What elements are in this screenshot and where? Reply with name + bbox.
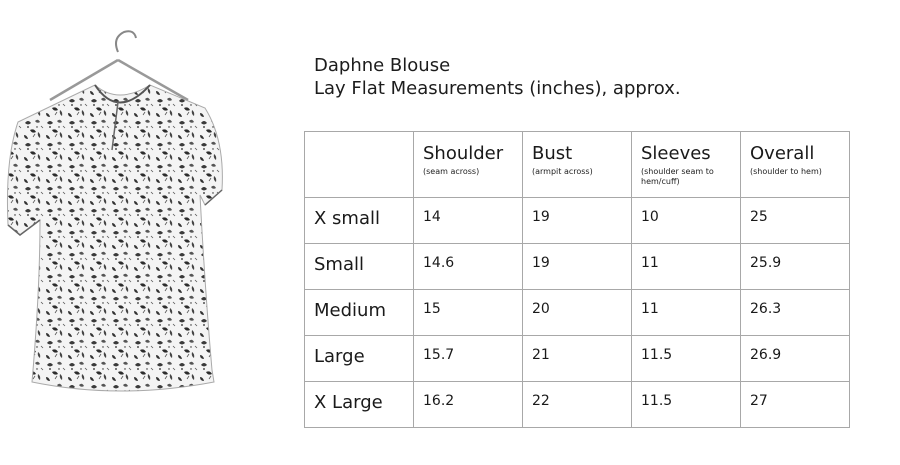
measurement-value: 15 (423, 301, 441, 317)
measurement-value: 14.6 (423, 255, 455, 271)
measurement-value: 10 (641, 209, 659, 225)
value-cell (632, 198, 741, 244)
size-cell (305, 244, 414, 290)
value-cell (414, 382, 523, 428)
column-header-label: Overall (750, 143, 815, 164)
value-cell (741, 290, 850, 336)
column-header (523, 132, 632, 198)
size-label: X Large (314, 392, 383, 413)
size-label: X small (314, 208, 380, 229)
table-row (305, 198, 850, 244)
value-cell (414, 336, 523, 382)
measurement-value: 20 (532, 301, 550, 317)
product-subtitle: Lay Flat Measurements (inches), approx. (314, 78, 681, 99)
measurement-value: 11 (641, 301, 659, 317)
measurement-value: 26.3 (750, 301, 782, 317)
size-cell (305, 336, 414, 382)
measurement-value: 22 (532, 393, 550, 409)
column-header (741, 132, 850, 198)
header-row (305, 132, 850, 198)
corner-cell (305, 132, 414, 198)
column-header-note: (armpit across) (532, 167, 593, 176)
measurement-value: 11.5 (641, 347, 673, 363)
column-header-label: Bust (532, 143, 573, 164)
measurement-value: 19 (532, 209, 550, 225)
size-label: Large (314, 346, 365, 367)
title-block (314, 54, 681, 100)
product-title: Daphne Blouse (314, 55, 451, 76)
value-cell (523, 336, 632, 382)
size-cell (305, 382, 414, 428)
size-label: Medium (314, 300, 386, 321)
size-chart-table (304, 131, 850, 428)
value-cell (523, 382, 632, 428)
value-cell (632, 244, 741, 290)
column-header-label: Sleeves (641, 143, 711, 164)
measurement-value: 19 (532, 255, 550, 271)
measurement-value: 25 (750, 209, 768, 225)
measurement-value: 25.9 (750, 255, 782, 271)
table-row (305, 290, 850, 336)
size-cell (305, 198, 414, 244)
column-header (414, 132, 523, 198)
value-cell (523, 290, 632, 336)
measurement-value: 15.7 (423, 347, 455, 363)
value-cell (741, 244, 850, 290)
measurement-value: 21 (532, 347, 550, 363)
column-header-note: (shoulder seam to hem/cuff) (641, 167, 714, 186)
value-cell (741, 198, 850, 244)
measurement-value: 27 (750, 393, 768, 409)
column-header-note: (shoulder to hem) (750, 167, 822, 176)
column-header-label: Shoulder (423, 143, 504, 164)
blouse-photo (0, 30, 245, 450)
value-cell (632, 290, 741, 336)
table-row (305, 336, 850, 382)
measurement-value: 16.2 (423, 393, 455, 409)
value-cell (414, 198, 523, 244)
measurement-value: 26.9 (750, 347, 782, 363)
size-label: Small (314, 254, 364, 275)
measurement-value: 14 (423, 209, 441, 225)
value-cell (414, 290, 523, 336)
value-cell (523, 198, 632, 244)
value-cell (632, 336, 741, 382)
blouse-illustration (0, 30, 245, 450)
value-cell (741, 336, 850, 382)
value-cell (741, 382, 850, 428)
value-cell (632, 382, 741, 428)
table-row (305, 382, 850, 428)
table-row (305, 244, 850, 290)
size-cell (305, 290, 414, 336)
column-header-note: (seam across) (423, 167, 480, 176)
measurement-value: 11 (641, 255, 659, 271)
measurement-value: 11.5 (641, 393, 673, 409)
column-header (632, 132, 741, 198)
value-cell (523, 244, 632, 290)
value-cell (414, 244, 523, 290)
